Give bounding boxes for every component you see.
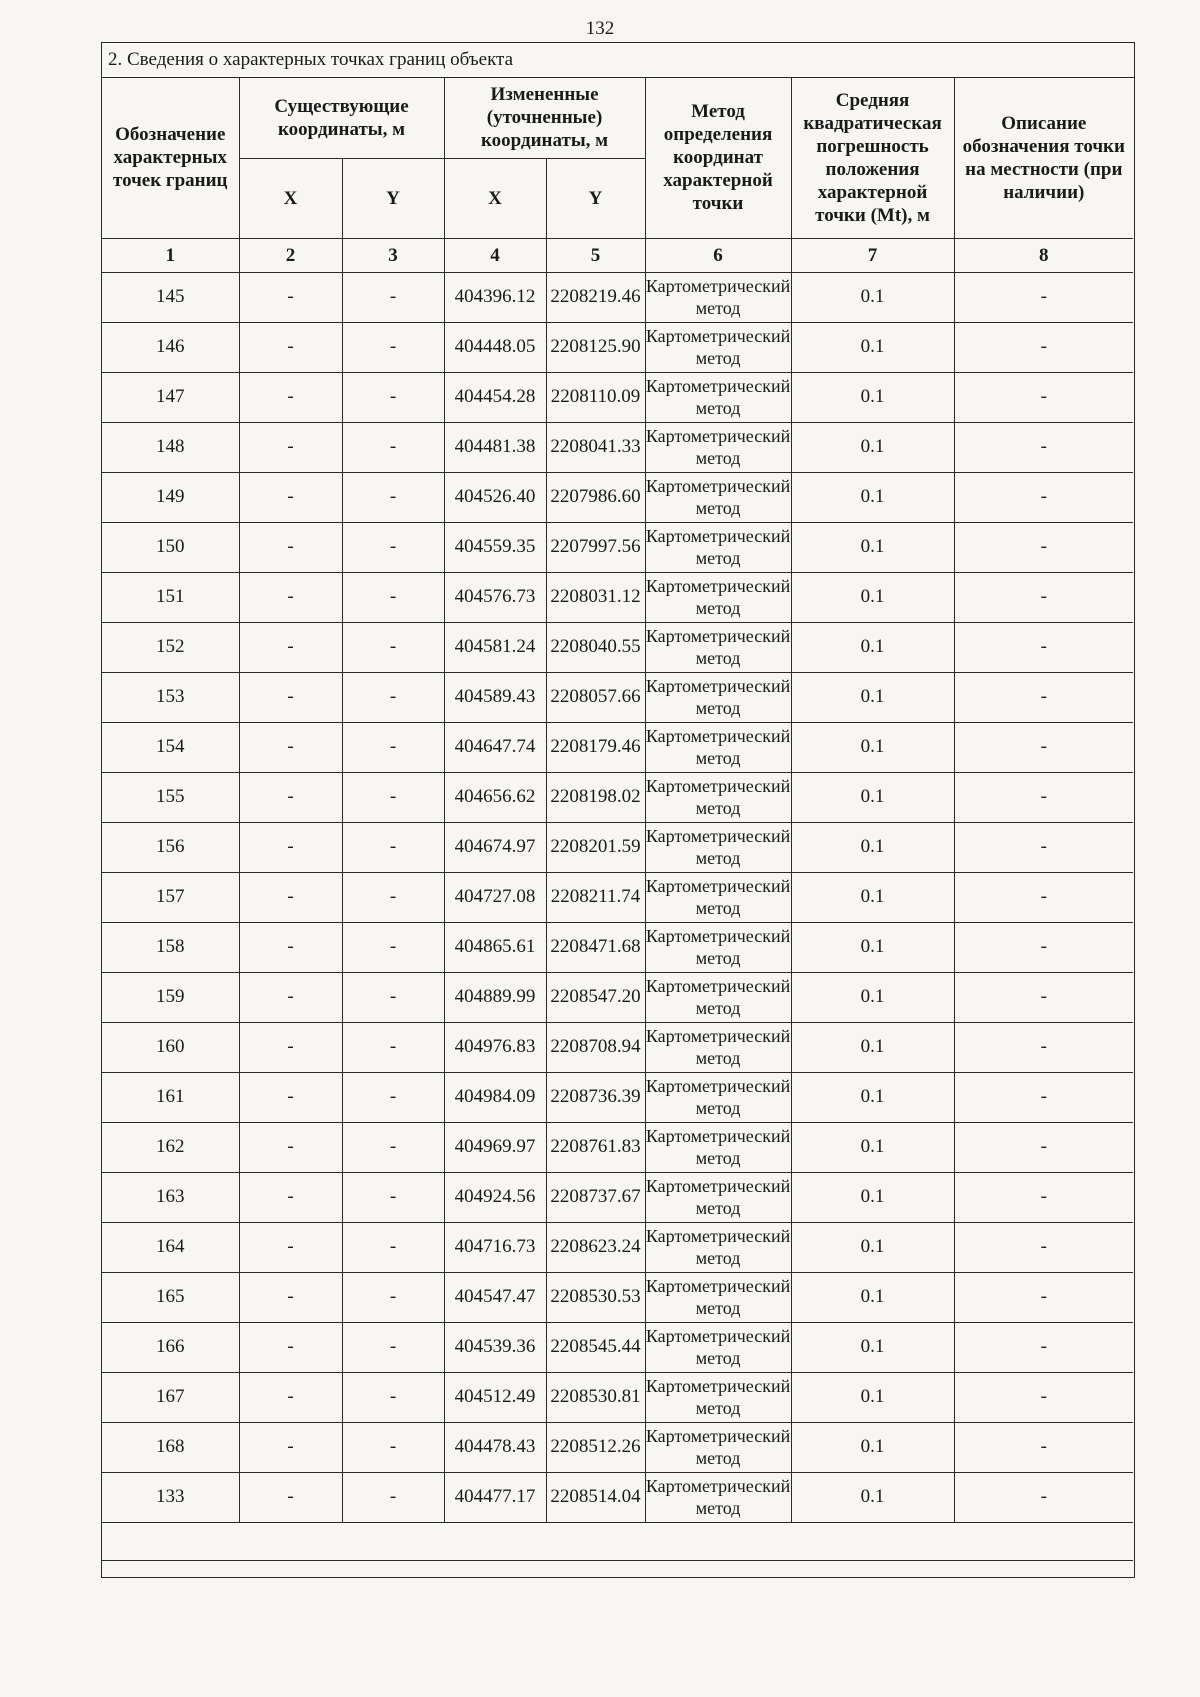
method-cell: Картометрический метод [645,872,791,922]
point-id-cell: 159 [102,972,239,1022]
point-id-cell: 146 [102,322,239,372]
point-id-cell: 165 [102,1272,239,1322]
existing-y-cell: - [342,572,444,622]
point-id-cell: 161 [102,1072,239,1122]
point-id-cell: 167 [102,1372,239,1422]
changed-x-cell: 404454.28 [444,372,546,422]
changed-y-cell: 2208179.46 [546,722,645,772]
description-cell: - [954,1272,1133,1322]
existing-y-cell: - [342,972,444,1022]
description-cell: - [954,872,1133,922]
boundary-points-table-frame [101,42,1135,1578]
changed-x-cell: 404647.74 [444,722,546,772]
existing-y-cell: - [342,1072,444,1122]
changed-y-cell: 2208547.20 [546,972,645,1022]
point-id-cell: 151 [102,572,239,622]
page-number: 132 [585,18,615,39]
existing-x-cell: - [239,472,342,522]
error-cell: 0.1 [791,422,954,472]
changed-x-cell: 404526.40 [444,472,546,522]
changed-y-cell: 2208219.46 [546,272,645,322]
column-number: 4 [444,238,546,272]
changed-x-cell: 404889.99 [444,972,546,1022]
existing-y-cell: - [342,1422,444,1472]
method-cell: Картометрический метод [645,822,791,872]
changed-x-cell: 404547.47 [444,1272,546,1322]
header-changed-x: X [444,158,546,238]
method-cell: Картометрический метод [645,1072,791,1122]
table-row [102,322,1133,372]
table-row [102,1222,1133,1272]
description-cell: - [954,1222,1133,1272]
error-cell: 0.1 [791,522,954,572]
point-id-cell: 150 [102,522,239,572]
column-number: 2 [239,238,342,272]
existing-x-cell: - [239,1272,342,1322]
description-cell: - [954,572,1133,622]
changed-y-cell: 2208545.44 [546,1322,645,1372]
existing-y-cell: - [342,1272,444,1322]
description-cell: - [954,422,1133,472]
method-cell: Картометрический метод [645,1122,791,1172]
changed-y-cell: 2207997.56 [546,522,645,572]
changed-x-cell: 404589.43 [444,672,546,722]
existing-y-cell: - [342,1122,444,1172]
table-row [102,622,1133,672]
changed-y-cell: 2208530.81 [546,1372,645,1422]
changed-x-cell: 404581.24 [444,622,546,672]
column-number: 7 [791,238,954,272]
changed-x-cell: 404727.08 [444,872,546,922]
method-cell: Картометрический метод [645,322,791,372]
description-cell: - [954,772,1133,822]
description-cell: - [954,522,1133,572]
description-cell: - [954,1072,1133,1122]
method-cell: Картометрический метод [645,922,791,972]
point-id-cell: 152 [102,622,239,672]
error-cell: 0.1 [791,1222,954,1272]
method-cell: Картометрический метод [645,1272,791,1322]
error-cell: 0.1 [791,622,954,672]
error-cell: 0.1 [791,822,954,872]
method-cell: Картометрический метод [645,272,791,322]
column-number-row [102,238,1133,272]
existing-y-cell: - [342,1322,444,1372]
existing-x-cell: - [239,622,342,672]
error-cell: 0.1 [791,972,954,1022]
header-existing-y: Y [342,158,444,238]
header-mean-square-error: Средняя квадратическая погрешность положения характерной точки (Mt), м [791,78,954,238]
point-id-cell: 162 [102,1122,239,1172]
changed-y-cell: 2208737.67 [546,1172,645,1222]
description-cell: - [954,722,1133,772]
table-row [102,772,1133,822]
table-row [102,1122,1133,1172]
error-cell: 0.1 [791,272,954,322]
table-row [102,1272,1133,1322]
method-cell: Картометрический метод [645,1322,791,1372]
table-row [102,472,1133,522]
existing-y-cell: - [342,322,444,372]
existing-y-cell: - [342,1172,444,1222]
existing-x-cell: - [239,522,342,572]
changed-x-cell: 404984.09 [444,1072,546,1122]
changed-x-cell: 404478.43 [444,1422,546,1472]
table-row [102,1372,1133,1422]
method-cell: Картометрический метод [645,1172,791,1222]
table-row [102,1072,1133,1122]
existing-x-cell: - [239,922,342,972]
description-cell: - [954,322,1133,372]
error-cell: 0.1 [791,1422,954,1472]
point-id-cell: 163 [102,1172,239,1222]
table-row [102,1172,1133,1222]
description-cell: - [954,1372,1133,1422]
description-cell: - [954,472,1133,522]
error-cell: 0.1 [791,1072,954,1122]
point-id-cell: 164 [102,1222,239,1272]
description-cell: - [954,1322,1133,1372]
method-cell: Картометрический метод [645,1022,791,1072]
method-cell: Картометрический метод [645,372,791,422]
existing-x-cell: - [239,872,342,922]
header-point-designation: Обозначение характерных точек границ [102,78,239,238]
changed-x-cell: 404969.97 [444,1122,546,1172]
error-cell: 0.1 [791,1122,954,1172]
changed-y-cell: 2208514.04 [546,1472,645,1522]
error-cell: 0.1 [791,322,954,372]
existing-x-cell: - [239,372,342,422]
column-number: 6 [645,238,791,272]
column-number: 5 [546,238,645,272]
description-cell: - [954,272,1133,322]
existing-x-cell: - [239,572,342,622]
table-row [102,672,1133,722]
point-id-cell: 147 [102,372,239,422]
method-cell: Картометрический метод [645,1472,791,1522]
changed-y-cell: 2208031.12 [546,572,645,622]
table-footer-row [102,1522,1133,1560]
changed-x-cell: 404656.62 [444,772,546,822]
changed-y-cell: 2208041.33 [546,422,645,472]
point-id-cell: 153 [102,672,239,722]
existing-x-cell: - [239,722,342,772]
point-id-cell: 155 [102,772,239,822]
error-cell: 0.1 [791,572,954,622]
column-number: 8 [954,238,1133,272]
description-cell: - [954,822,1133,872]
table-row [102,722,1133,772]
changed-y-cell: 2208125.90 [546,322,645,372]
existing-x-cell: - [239,1172,342,1222]
error-cell: 0.1 [791,672,954,722]
existing-x-cell: - [239,1122,342,1172]
existing-x-cell: - [239,772,342,822]
existing-y-cell: - [342,1222,444,1272]
point-id-cell: 166 [102,1322,239,1372]
error-cell: 0.1 [791,722,954,772]
error-cell: 0.1 [791,922,954,972]
point-id-cell: 168 [102,1422,239,1472]
existing-y-cell: - [342,422,444,472]
changed-y-cell: 2208057.66 [546,672,645,722]
method-cell: Картометрический метод [645,472,791,522]
existing-y-cell: - [342,522,444,572]
changed-y-cell: 2208512.26 [546,1422,645,1472]
table-header-row-1 [102,78,1133,158]
existing-y-cell: - [342,272,444,322]
header-changed-y: Y [546,158,645,238]
header-changed-coordinates: Измененные (уточненные) координаты, м [444,78,645,158]
changed-x-cell: 404674.97 [444,822,546,872]
header-point-description: Описание обозначения точки на местности (при наличии) [954,78,1133,238]
method-cell: Картометрический метод [645,1372,791,1422]
existing-x-cell: - [239,1472,342,1522]
changed-y-cell: 2208211.74 [546,872,645,922]
description-cell: - [954,672,1133,722]
existing-x-cell: - [239,422,342,472]
existing-x-cell: - [239,1372,342,1422]
existing-x-cell: - [239,322,342,372]
changed-x-cell: 404512.49 [444,1372,546,1422]
changed-y-cell: 2208623.24 [546,1222,645,1272]
table-row [102,572,1133,622]
method-cell: Картометрический метод [645,722,791,772]
existing-x-cell: - [239,972,342,1022]
changed-x-cell: 404448.05 [444,322,546,372]
changed-y-cell: 2208198.02 [546,772,645,822]
table-row [102,972,1133,1022]
changed-x-cell: 404924.56 [444,1172,546,1222]
changed-x-cell: 404559.35 [444,522,546,572]
error-cell: 0.1 [791,472,954,522]
description-cell: - [954,922,1133,972]
existing-y-cell: - [342,822,444,872]
changed-y-cell: 2208201.59 [546,822,645,872]
existing-y-cell: - [342,922,444,972]
changed-x-cell: 404716.73 [444,1222,546,1272]
existing-y-cell: - [342,872,444,922]
changed-y-cell: 2208708.94 [546,1022,645,1072]
point-id-cell: 149 [102,472,239,522]
description-cell: - [954,1022,1133,1072]
existing-y-cell: - [342,772,444,822]
existing-y-cell: - [342,622,444,672]
changed-y-cell: 2208040.55 [546,622,645,672]
description-cell: - [954,1472,1133,1522]
changed-y-cell: 2208530.53 [546,1272,645,1322]
error-cell: 0.1 [791,1472,954,1522]
column-number: 1 [102,238,239,272]
table-row [102,922,1133,972]
empty-footer-cell [102,1522,1133,1560]
section-title: 2. Сведения о характерных точках границ объекта [102,43,1134,78]
point-id-cell: 158 [102,922,239,972]
description-cell: - [954,1122,1133,1172]
changed-x-cell: 404576.73 [444,572,546,622]
changed-y-cell: 2207986.60 [546,472,645,522]
changed-x-cell: 404396.12 [444,272,546,322]
existing-y-cell: - [342,672,444,722]
existing-x-cell: - [239,822,342,872]
header-method: Метод определения координат характерной точки [645,78,791,238]
error-cell: 0.1 [791,1172,954,1222]
description-cell: - [954,972,1133,1022]
changed-x-cell: 404481.38 [444,422,546,472]
changed-y-cell: 2208110.09 [546,372,645,422]
existing-x-cell: - [239,672,342,722]
error-cell: 0.1 [791,372,954,422]
method-cell: Картометрический метод [645,772,791,822]
error-cell: 0.1 [791,1022,954,1072]
method-cell: Картометрический метод [645,672,791,722]
method-cell: Картометрический метод [645,1222,791,1272]
table-row [102,272,1133,322]
table-row [102,1472,1133,1522]
existing-y-cell: - [342,1472,444,1522]
column-number: 3 [342,238,444,272]
existing-y-cell: - [342,1372,444,1422]
method-cell: Картометрический метод [645,522,791,572]
method-cell: Картометрический метод [645,572,791,622]
point-id-cell: 156 [102,822,239,872]
error-cell: 0.1 [791,1322,954,1372]
table-row [102,1322,1133,1372]
existing-y-cell: - [342,472,444,522]
error-cell: 0.1 [791,1372,954,1422]
existing-y-cell: - [342,372,444,422]
header-existing-coordinates: Существующие координаты, м [239,78,444,158]
table-row [102,422,1133,472]
point-id-cell: 133 [102,1472,239,1522]
changed-y-cell: 2208761.83 [546,1122,645,1172]
existing-x-cell: - [239,1422,342,1472]
table-row [102,372,1133,422]
description-cell: - [954,622,1133,672]
existing-y-cell: - [342,1022,444,1072]
changed-x-cell: 404477.17 [444,1472,546,1522]
table-body [102,272,1133,1560]
description-cell: - [954,372,1133,422]
error-cell: 0.1 [791,872,954,922]
point-id-cell: 157 [102,872,239,922]
existing-x-cell: - [239,1072,342,1122]
table-row [102,872,1133,922]
header-existing-x: X [239,158,342,238]
description-cell: - [954,1172,1133,1222]
boundary-points-table [102,78,1133,1561]
changed-y-cell: 2208736.39 [546,1072,645,1122]
description-cell: - [954,1422,1133,1472]
error-cell: 0.1 [791,772,954,822]
method-cell: Картометрический метод [645,972,791,1022]
existing-x-cell: - [239,1322,342,1372]
table-row [102,1422,1133,1472]
table-row [102,822,1133,872]
existing-x-cell: - [239,1222,342,1272]
existing-x-cell: - [239,272,342,322]
method-cell: Картометрический метод [645,1422,791,1472]
point-id-cell: 148 [102,422,239,472]
changed-x-cell: 404976.83 [444,1022,546,1072]
point-id-cell: 154 [102,722,239,772]
changed-x-cell: 404865.61 [444,922,546,972]
table-row [102,1022,1133,1072]
point-id-cell: 145 [102,272,239,322]
point-id-cell: 160 [102,1022,239,1072]
changed-y-cell: 2208471.68 [546,922,645,972]
existing-x-cell: - [239,1022,342,1072]
method-cell: Картометрический метод [645,622,791,672]
existing-y-cell: - [342,722,444,772]
table-row [102,522,1133,572]
method-cell: Картометрический метод [645,422,791,472]
error-cell: 0.1 [791,1272,954,1322]
changed-x-cell: 404539.36 [444,1322,546,1372]
